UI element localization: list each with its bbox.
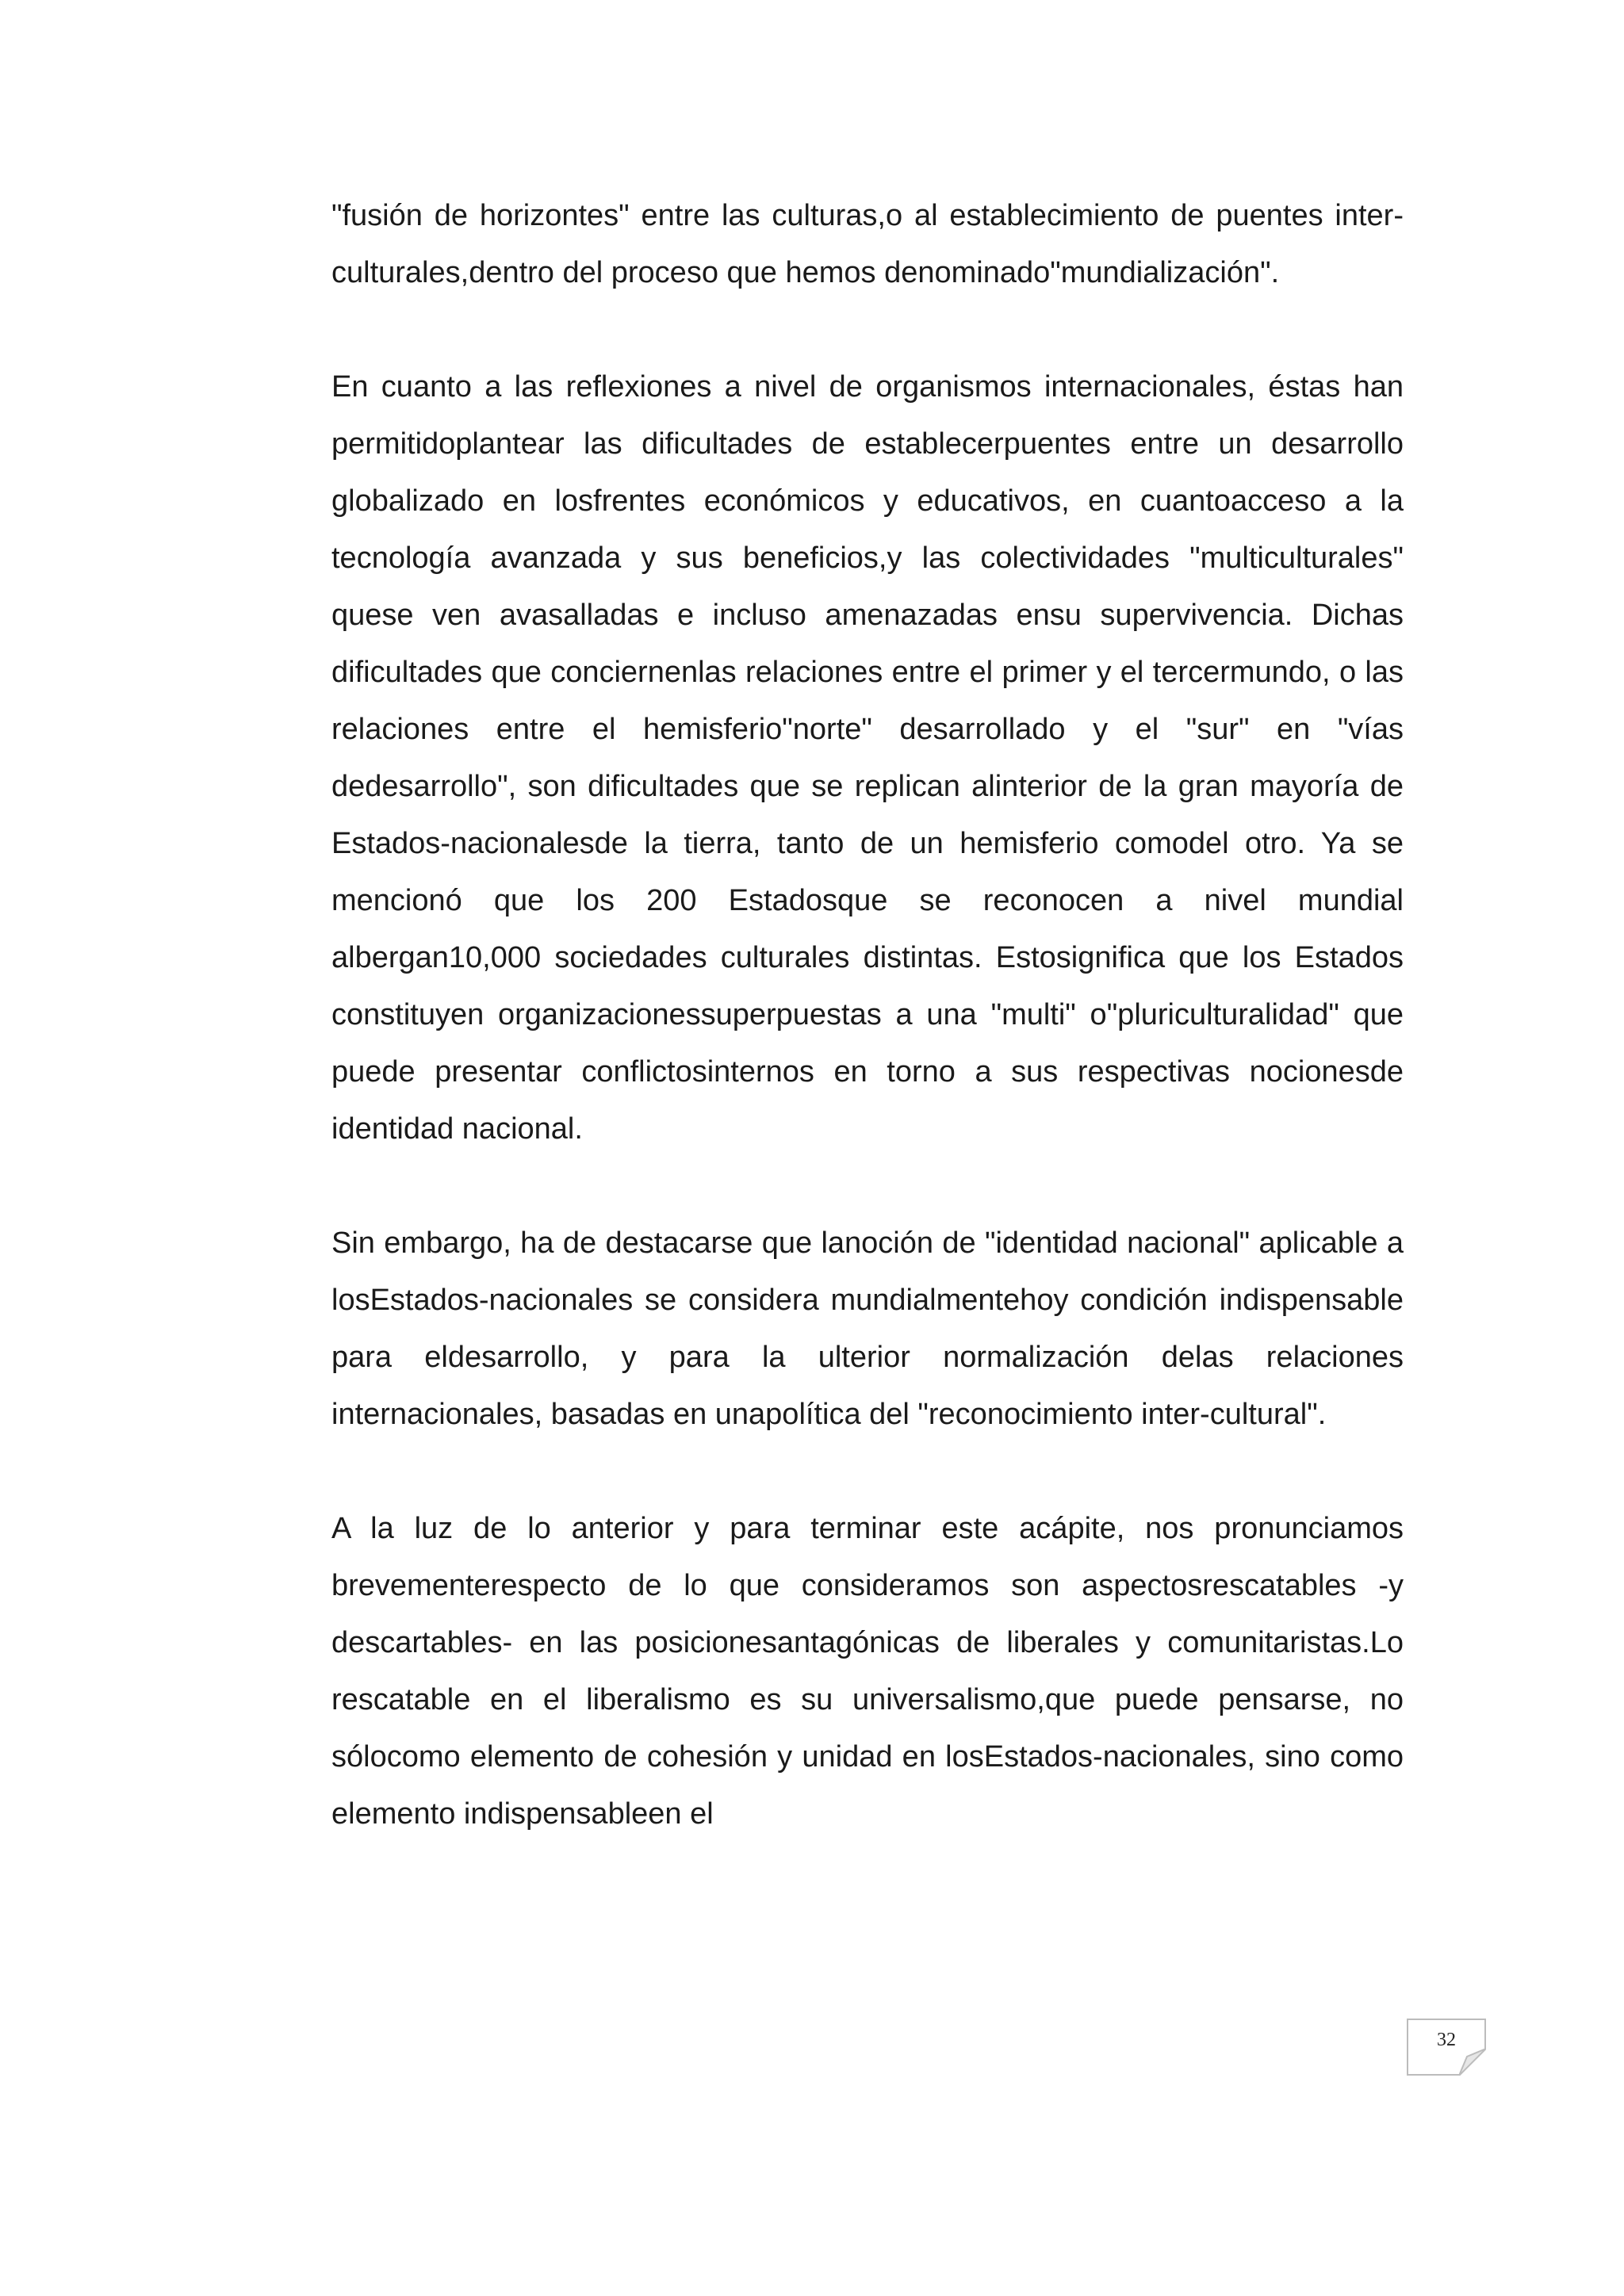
page-number: 32 (1437, 2030, 1456, 2050)
paragraph-2: En cuanto a las reflexiones a nivel de organismos internacionales, éstas han permitidoplantear las dificultades de establecerpuentes entre un desarrollo globalizado en losfrentes económicos y educativos, en cuantoacceso a la tecnología avanzada y sus beneficios,y las colectividades "multiculturales" quese ven avasalladas e incluso amenazadas ensu supervivencia. Dichas dificultades que conciernenlas relaciones entre el primer y el tercermundo, o las relaciones entre el hemisferio"norte" desarrollado y el "sur" en "vías dedesarrollo", son dificultades que se replican alinterior de la gran mayoría de Estados-nacionalesde la tierra, tanto de un hemisferio comodel otro. Ya se mencionó que los 200 Estadosque se reconocen a nivel mundial albergan10,000 sociedades culturales distintas. Estosignifica que los Estados constituyen organizacionessuperpuestas a una "multi" o"pluriculturalidad" que puede presentar conflictosinternos en torno a sus respectivas nocionesde identidad nacional. (331, 370, 1404, 1146)
paragraph-1: "fusión de horizontes" entre las culturas,o al establecimiento de puentes inter-culturales,dentro del proceso que hemos denominado"mundialización". (331, 199, 1404, 289)
page-curl-icon (1459, 2049, 1486, 2076)
body-text (331, 187, 1404, 1843)
paragraph-4: A la luz de lo anterior y para terminar este acápite, nos pronunciamos brevementerespecto de lo que consideramos son aspectosrescatables -y descartables- en las posicionesantagónicas de liberales y comunitaristas.Lo rescatable en el liberalismo es su universalismo,que puede pensarse, no sólocomo elemento de cohesión y unidad en losEstados-nacionales, sino como elemento indispensableen el (331, 1512, 1404, 1831)
page-number-box (1407, 2019, 1486, 2076)
paragraph-3: Sin embargo, ha de destacarse que lanoción de "identidad nacional" aplicable a losEstados-nacionales se considera mundialmentehoy condición indispensable para eldesarrollo, y para la ulterior normalización delas relaciones internacionales, basadas en unapolítica del "reconocimiento inter-cultural". (331, 1226, 1404, 1431)
